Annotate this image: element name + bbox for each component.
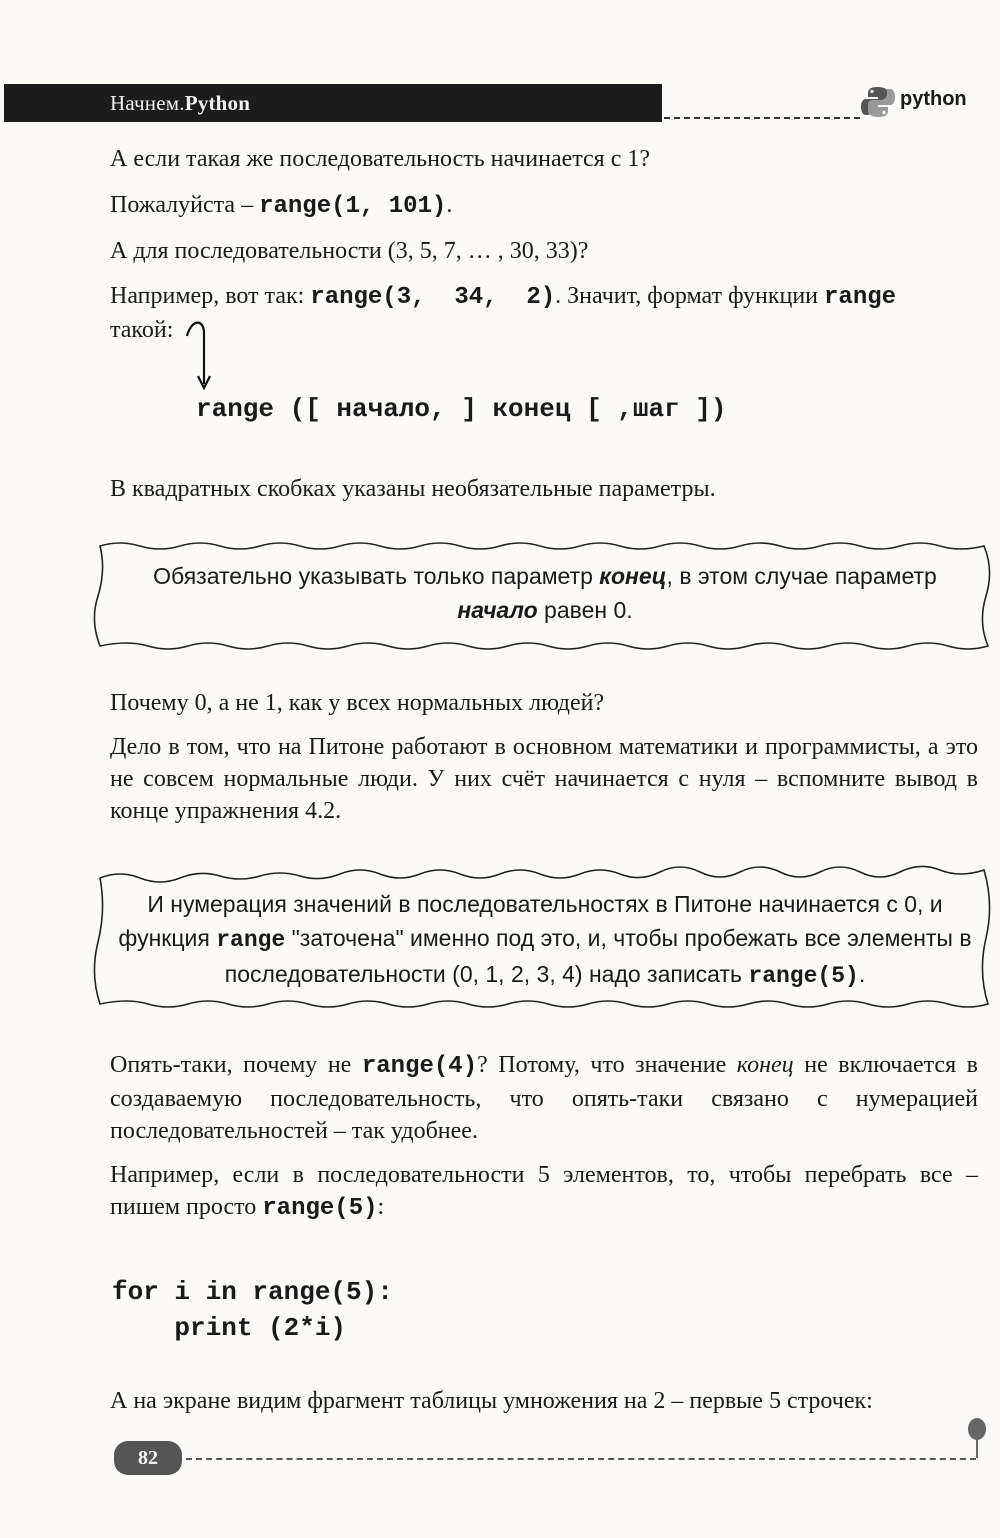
range-syntax: range ([ начало, ] конец [ ,шаг ]) xyxy=(196,394,727,424)
footer-ornament-stem xyxy=(976,1438,978,1458)
paragraph-1: А если такая же последовательность начинается с 1? xyxy=(110,146,651,172)
header-dotted-line xyxy=(664,117,860,119)
paragraph-2: Пожалуйста – range(1, 101). xyxy=(110,192,453,220)
inline-code: range(5) xyxy=(262,1195,378,1222)
header-title: Начнем.Python xyxy=(110,91,251,115)
paragraph-8: Опять-таки, почему не range(4)? Потому, что значение конец не включается в создаваемую последовательность, что опять-таки связано с нумерацией последовательностей – так удобнее. xyxy=(110,1052,978,1144)
paragraph-10: А на экране видим фрагмент таблицы умножения на 2 – первые 5 строчек: xyxy=(110,1388,873,1414)
paragraph-3: А для последовательности (3, 5, 7, … , 30, 33)? xyxy=(110,238,589,264)
inline-code: range xyxy=(216,927,286,953)
paragraph-6: Почему 0, а не 1, как у всех нормальных людей? xyxy=(110,690,605,716)
python-logo-icon xyxy=(860,84,896,120)
inline-code: range(5) xyxy=(748,963,859,989)
note-1-text: Обязательно указывать только параметр конец, в этом случае параметр начало равен 0. xyxy=(153,563,937,623)
python-logo-text: python xyxy=(900,88,967,110)
paragraph-7: Дело в том, что на Питоне работают в основном математики и программисты, а это не совсем нормальные люди. У них счёт начинается с нуля – вспомните вывод в конце упражнения 4.2. xyxy=(110,734,978,824)
footer-ornament-icon xyxy=(968,1418,986,1440)
code-line-1: for i in range(5): xyxy=(112,1277,393,1307)
page-number: 82 xyxy=(114,1441,182,1475)
paragraph-4: Например, вот так: range(3, 34, 2). Значит, формат функции range такой: xyxy=(110,283,897,343)
inline-code: range(3, 34, 2) xyxy=(310,284,556,311)
paragraph-9: Например, если в последовательности 5 элементов, то, чтобы перебрать все – пишем просто range(5): xyxy=(110,1162,978,1222)
header-bar xyxy=(4,84,662,122)
paragraph-5: В квадратных скобках указаны необязательные параметры. xyxy=(110,476,716,502)
footer-dotted-line xyxy=(186,1458,976,1460)
note-2-text: И нумерация значений в последовательностях в Питоне начинается с 0, и функция range "заточена" именно под это, и, чтобы пробежать все элементы в последовательности (0, 1, 2, 3, 4) надо записать range(5). xyxy=(118,891,972,989)
inline-code: range(1, 101) xyxy=(259,193,447,220)
inline-code: range(4) xyxy=(361,1053,478,1080)
code-block xyxy=(112,1274,393,1346)
inline-code: range xyxy=(824,284,897,311)
code-line-2: print (2*i) xyxy=(112,1313,347,1343)
arrow-down-icon xyxy=(175,314,225,394)
